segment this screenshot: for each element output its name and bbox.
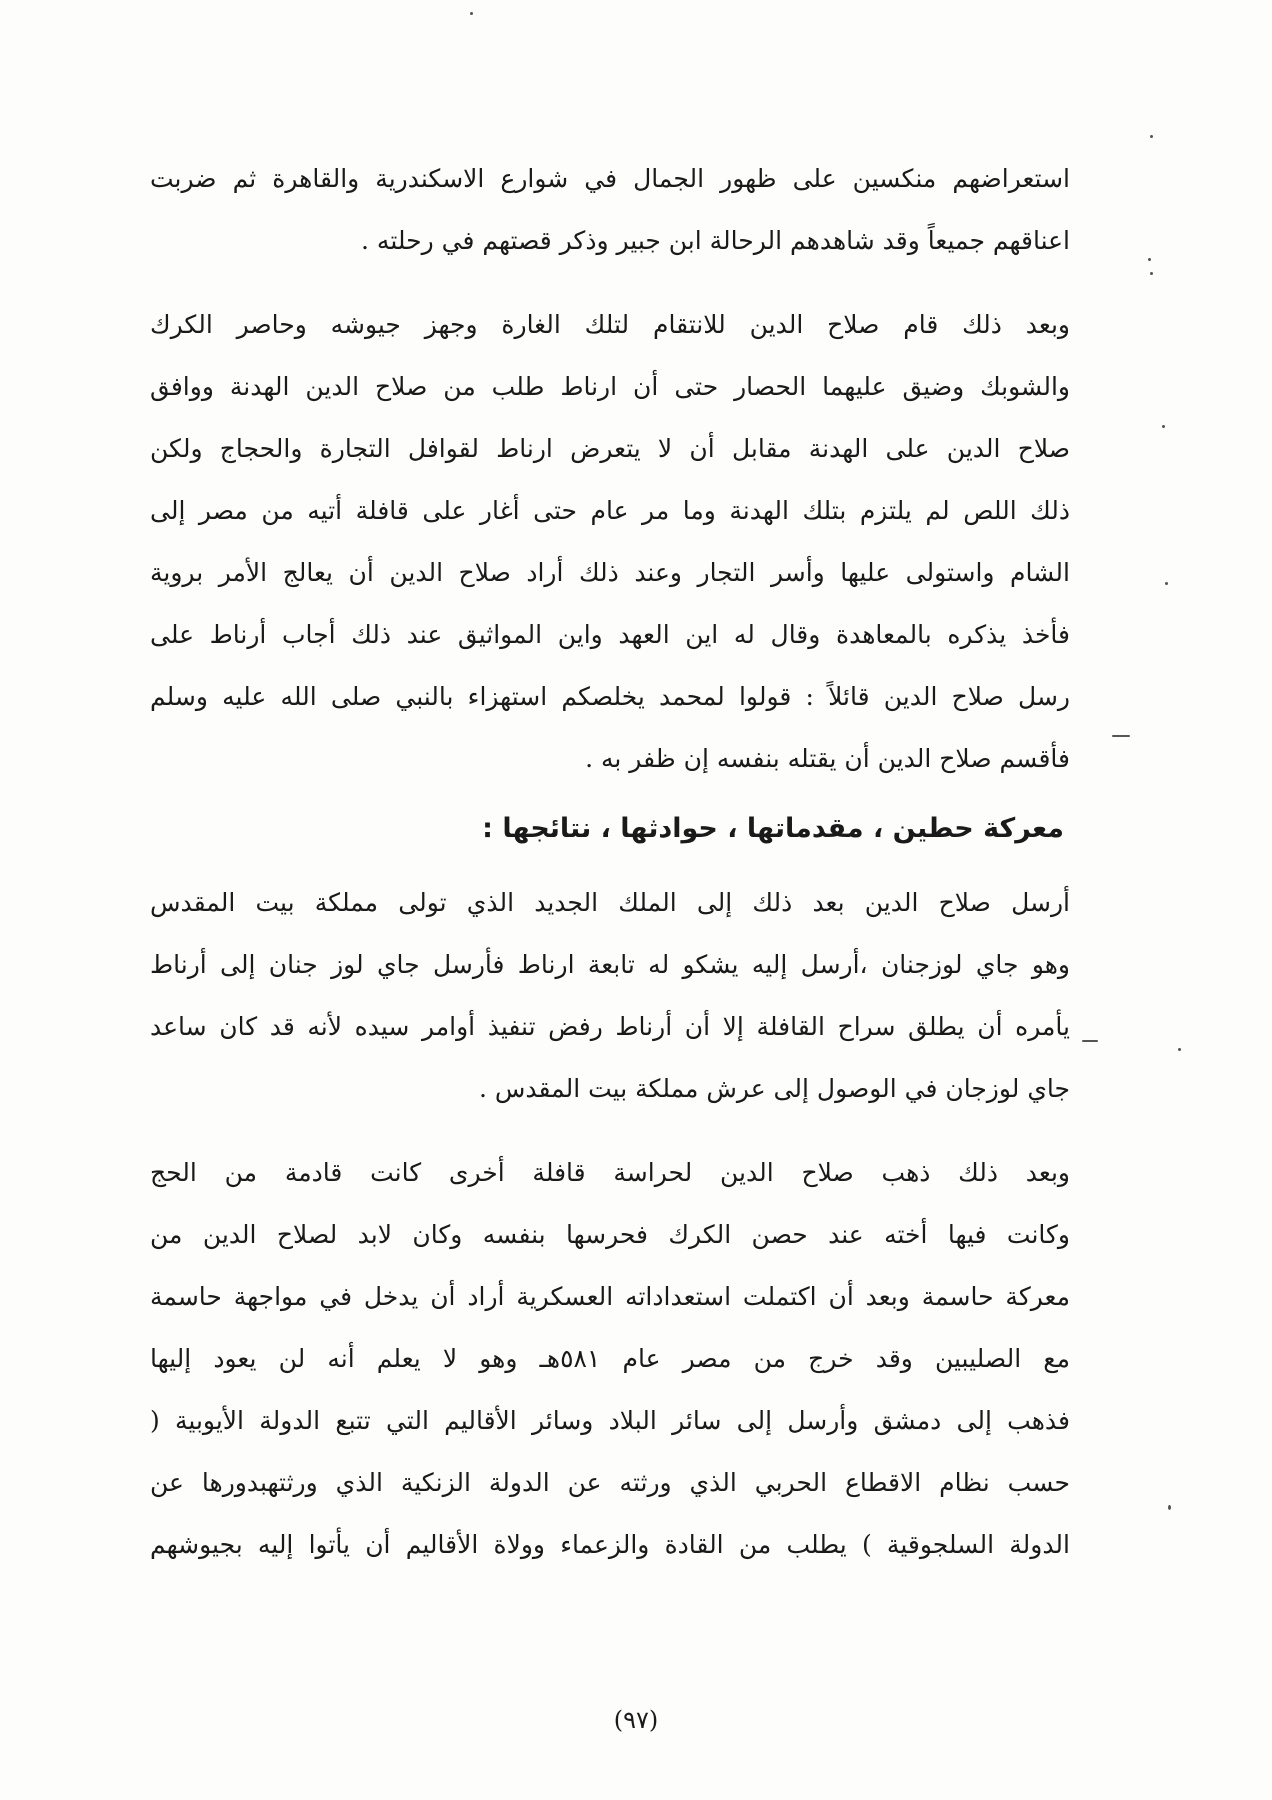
text-line: والشوبك وضيق عليهما الحصار حتى أن ارناط طلب من صلاح الدين الهدنة ووافق: [150, 372, 1070, 401]
paragraph-1: [150, 148, 1070, 272]
text-line: ذلك اللص لم يلتزم بتلك الهدنة وما مر عام حتى أغار على قافلة أتيه من مصر إلى: [150, 496, 1070, 525]
text-line: معركة حاسمة وبعد أن اكتملت استعداداته العسكرية أراد أن يدخل في مواجهة حاسمة: [150, 1282, 1070, 1311]
text-line: مع الصليبين وقد خرج من مصر عام ٥٨١هـ وهو لا يعلم أنه لن يعود إليها: [150, 1344, 1070, 1373]
text-line: صلاح الدين على الهدنة مقابل أن لا يتعرض ارناط لقوافل التجارة والحجاج ولكن: [150, 434, 1070, 463]
section-paragraph-2: [150, 1142, 1070, 1576]
text-line: حسب نظام الاقطاع الحربي الذي ورثته عن الدولة الزنكية الذي ورثتهبدورها عن: [150, 1468, 1070, 1497]
text-line: وكانت فيها أخته عند حصن الكرك فحرسها بنفسه وكان لابد لصلاح الدين من: [150, 1220, 1070, 1249]
text-line: الشام واستولى عليها وأسر التجار وعند ذلك أراد صلاح الدين أن يعالج الأمر بروية: [150, 558, 1070, 587]
section-heading: معركة حطين ، مقدماتها ، حوادثها ، نتائجها :: [482, 813, 1064, 844]
scan-speck: [1162, 425, 1165, 428]
text-line: فأخذ يذكره بالمعاهدة وقال له اين العهد واين المواثيق عند ذلك أجاب أرناط على: [150, 620, 1070, 649]
text-line: اعناقهم جميعاً وقد شاهدهم الرحالة ابن جبير وذكر قصتهم في رحلته .: [361, 226, 1070, 255]
page-number: (٩٧): [613, 1706, 659, 1734]
text-line: فذهب إلى دمشق وأرسل إلى سائر البلاد وسائر الأقاليم التي تتبع الدولة الأيوبية (: [150, 1406, 1070, 1435]
scan-speck: [1165, 582, 1168, 585]
scan-speck: [1112, 735, 1130, 737]
text-line: يأمره أن يطلق سراح القافلة إلا أن أرناط رفض تنفيذ أوامر سيده لأنه قد كان ساعد: [150, 1012, 1070, 1041]
text-line: أرسل صلاح الدين بعد ذلك إلى الملك الجديد الذي تولى مملكة بيت المقدس: [150, 888, 1070, 917]
text-line: وبعد ذلك ذهب صلاح الدين لحراسة قافلة أخرى كانت قادمة من الحج: [150, 1158, 1070, 1187]
scan-speck: [1082, 1040, 1098, 1042]
scan-speck: [1178, 1048, 1181, 1051]
text-line: جاي لوزجان في الوصول إلى عرش مملكة بيت المقدس .: [478, 1074, 1070, 1103]
text-line: فأقسم صلاح الدين أن يقتله بنفسه إن ظفر به .: [585, 744, 1070, 773]
scan-speck: [1148, 258, 1151, 261]
section-paragraph-1: [150, 872, 1070, 1120]
scan-speck: [1150, 272, 1153, 275]
scan-speck: [1150, 135, 1153, 138]
text-line: وبعد ذلك قام صلاح الدين للانتقام لتلك الغارة وجهز جيوشه وحاصر الكرك: [150, 310, 1070, 339]
scan-speck: [470, 12, 473, 15]
text-line: الدولة السلجوقية ) يطلب من القادة والزعماء وولاة الأقاليم أن يأتوا إليه بجيوشهم: [150, 1530, 1070, 1559]
text-line: رسل صلاح الدين قائلاً : قولوا لمحمد يخلصكم استهزاء بالنبي صلى الله عليه وسلم: [150, 682, 1070, 711]
text-line: وهو جاي لوزجنان ،أرسل إليه يشكو له تابعة ارناط فأرسل جاي لوز جنان إلى أرناط: [150, 950, 1070, 979]
body-text-top: [150, 148, 1070, 1576]
text-line: استعراضهم منكسين على ظهور الجمال في شوارع الاسكندرية والقاهرة ثم ضربت: [150, 164, 1070, 193]
scan-speck: [1168, 1505, 1171, 1510]
paragraph-2: [150, 294, 1070, 790]
